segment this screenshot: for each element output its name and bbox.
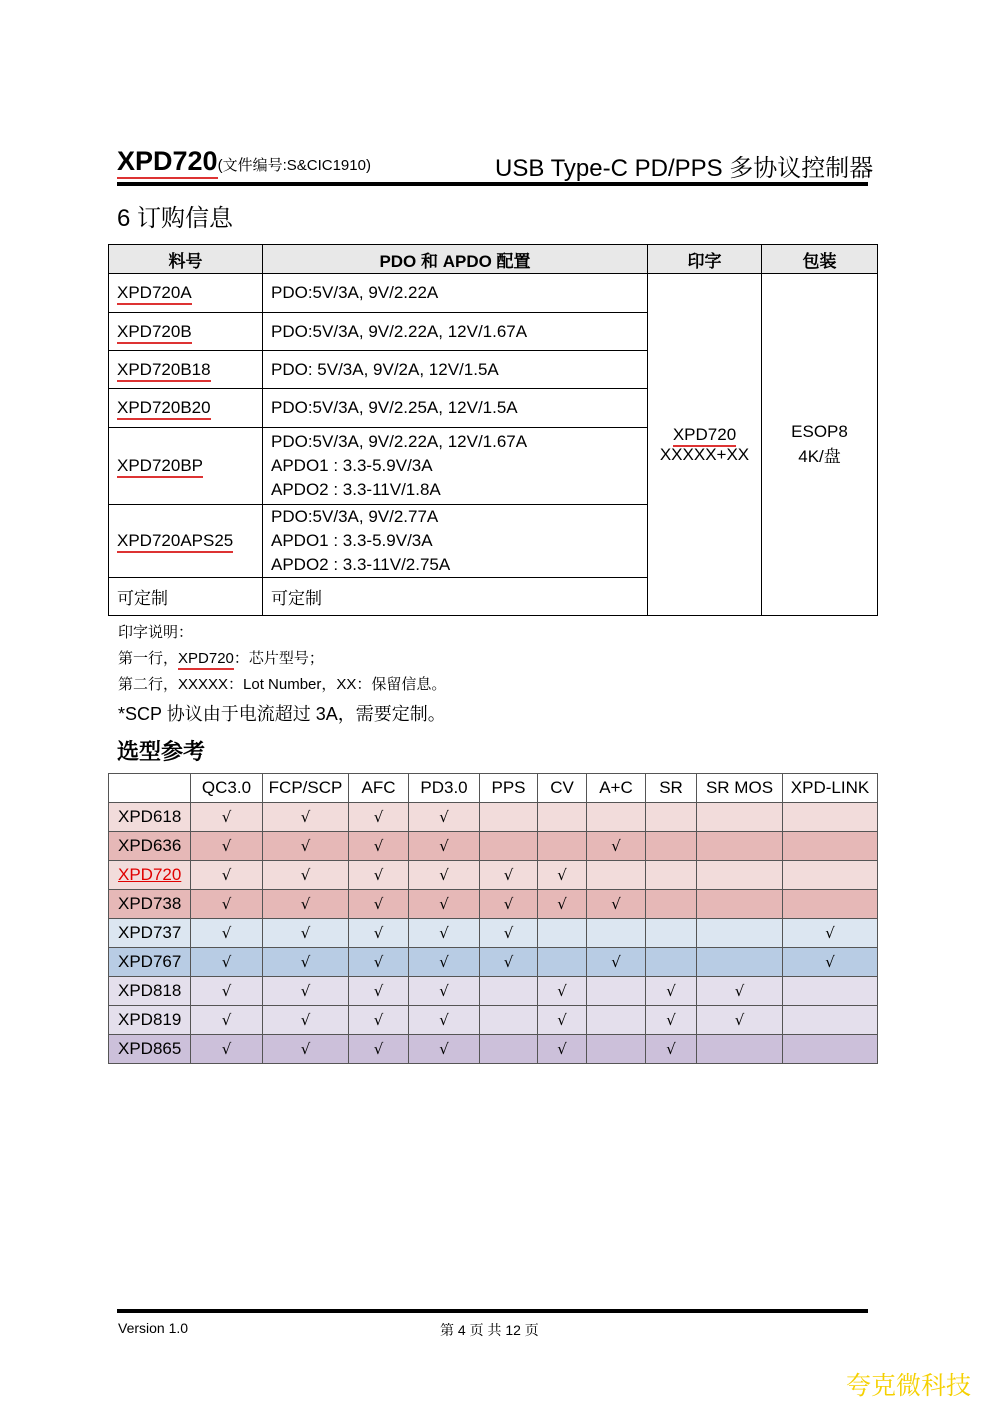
check-mark-icon: √ [734,982,745,1000]
check-mark-icon: √ [825,953,835,971]
feature-cell [409,977,480,1006]
section-title-ordering: 6 订购信息 [117,205,234,232]
col-header-pdo: PDO 和 APDO 配置 [263,245,648,274]
feature-cell [349,832,409,861]
table-row [109,1035,878,1064]
watermark: 夸克微科技 [846,1372,972,1400]
check-mark-icon: √ [300,837,311,855]
table-row [109,977,878,1006]
header-rule [117,182,868,186]
feature-header: PD3.0 [409,774,480,803]
check-mark-icon: √ [439,866,449,884]
feature-cell [349,1006,409,1035]
feature-cell [697,1035,783,1064]
part-number: XPD720B18 [117,360,211,382]
feature-header: SR MOS [697,774,783,803]
check-mark-icon: √ [221,866,232,884]
feature-cell [587,919,646,948]
feature-cell [191,832,263,861]
package-cell [762,274,878,616]
feature-cell [409,803,480,832]
feature-cell [263,977,349,1006]
feature-cell [697,861,783,890]
check-mark-icon: √ [300,895,311,913]
feature-cell [587,890,646,919]
feature-cell [191,977,263,1006]
feature-cell [263,832,349,861]
check-mark-icon: √ [557,1040,567,1058]
check-mark-icon: √ [221,953,232,971]
feature-header: A+C [587,774,646,803]
table-row [109,1006,878,1035]
feature-cell [349,861,409,890]
check-mark-icon: √ [734,1011,745,1029]
pdo-config [263,428,648,505]
check-mark-icon: √ [439,953,449,971]
check-mark-icon: √ [300,808,311,826]
feature-cell [409,948,480,977]
ordering-table [108,244,878,616]
feature-cell [263,803,349,832]
check-mark-icon: √ [221,1040,232,1058]
check-mark-icon: √ [221,895,232,913]
check-mark-icon: √ [221,982,232,1000]
check-mark-icon: √ [373,924,384,942]
marking-line-2: XXXXX+XX [659,444,750,464]
check-mark-icon: √ [439,808,449,826]
part-number: 可定制 [109,578,263,616]
col-header-marking: 印字 [648,245,762,274]
pdo-config: 可定制 [263,578,648,616]
feature-header: SR [646,774,697,803]
check-mark-icon: √ [666,982,676,1000]
apdo1-line: APDO1 : 3.3-5.9V/3A [271,531,433,550]
product-name: USB Type-C PD/PPS 多协议控制器 [495,155,874,182]
check-mark-icon: √ [300,924,311,942]
feature-cell [587,1006,646,1035]
check-mark-icon: √ [373,866,384,884]
model-name: XPD636 [109,832,191,861]
feature-cell [697,977,783,1006]
feature-cell [480,948,538,977]
feature-cell [263,890,349,919]
check-mark-icon: √ [439,924,449,942]
feature-cell [783,861,878,890]
part-number: XPD720APS25 [117,531,233,553]
apdo1-line: APDO1 : 3.3-5.9V/3A [271,456,433,475]
check-mark-icon: √ [503,866,514,884]
feature-cell [783,1035,878,1064]
feature-cell [646,861,697,890]
check-mark-icon: √ [557,866,567,884]
feature-header: QC3.0 [191,774,263,803]
note-code: XPD720 [178,650,234,670]
footer-page-number: 第 4 页 共 12 页 [440,1322,539,1338]
feature-cell [349,977,409,1006]
feature-cell [697,803,783,832]
part-number: XPD720B20 [117,398,211,420]
model-name: XPD738 [109,890,191,919]
check-mark-icon: √ [439,1011,449,1029]
check-mark-icon: √ [373,808,384,826]
feature-cell [783,919,878,948]
feature-header: XPD-LINK [783,774,878,803]
col-header-package: 包装 [762,245,878,274]
feature-cell [480,861,538,890]
doc-number: (文件编号:S&CIC1910) [217,157,371,174]
feature-cell [587,948,646,977]
check-mark-icon: √ [439,895,449,913]
model-name: XPD618 [109,803,191,832]
check-mark-icon: √ [666,1040,676,1058]
pdo-config [263,505,648,578]
ordering-header-row [109,245,878,274]
pdo-line: PDO:5V/3A, 9V/2.77A [271,507,439,526]
check-mark-icon: √ [666,1011,676,1029]
scp-note: *SCP 协议由于电流超过 3A，需要定制。 [118,704,446,724]
note-text: ：芯片型号； [233,650,324,667]
feature-cell [646,1006,697,1035]
doc-title: XPD720 [117,146,218,179]
feature-cell [538,803,587,832]
feature-cell [646,832,697,861]
feature-cell [263,1035,349,1064]
feature-cell [349,919,409,948]
corner-header [109,774,191,803]
note-text: 第一行， [118,650,179,667]
apdo2-line: APDO2 : 3.3-11V/2.75A [271,555,451,574]
feature-cell [587,803,646,832]
check-mark-icon: √ [503,953,514,971]
check-mark-icon: √ [611,837,621,855]
check-mark-icon: √ [300,866,311,884]
feature-cell [646,1035,697,1064]
check-mark-icon: √ [300,982,311,1000]
check-mark-icon: √ [300,953,311,971]
feature-cell [349,890,409,919]
table-row [109,274,878,313]
check-mark-icon: √ [221,837,232,855]
feature-cell [409,832,480,861]
marking-cell [648,274,762,616]
check-mark-icon: √ [221,808,232,826]
feature-cell [697,1006,783,1035]
apdo2-line: APDO2 : 3.3-11V/1.8A [271,480,441,499]
marking-notes-title: 印字说明： [118,624,194,641]
check-mark-icon: √ [221,1011,232,1029]
table-row [109,890,878,919]
check-mark-icon: √ [611,895,621,913]
check-mark-icon: √ [503,924,514,942]
feature-cell [538,861,587,890]
model-name: XPD720 [109,861,191,890]
feature-cell [409,861,480,890]
feature-cell [263,861,349,890]
feature-cell [697,948,783,977]
feature-cell [191,1035,263,1064]
check-mark-icon: √ [373,953,384,971]
feature-cell [646,890,697,919]
model-name: XPD818 [109,977,191,1006]
check-mark-icon: √ [300,1011,311,1029]
check-mark-icon: √ [557,895,567,913]
feature-cell [480,890,538,919]
feature-cell [191,803,263,832]
feature-cell [538,1006,587,1035]
feature-cell [646,919,697,948]
marking-line-1: XPD720 [673,425,736,447]
check-mark-icon: √ [611,953,621,971]
feature-cell [697,919,783,948]
feature-cell [697,890,783,919]
feature-cell [538,919,587,948]
section-title-selection: 选型参考 [117,739,206,764]
selection-body [109,803,878,1064]
header-left [117,146,371,177]
package-line-1: ESOP8 [791,422,848,441]
model-name: XPD737 [109,919,191,948]
footer-version: Version 1.0 [118,1320,189,1336]
feature-cell [783,890,878,919]
feature-cell [587,1035,646,1064]
pdo-config: PDO: 5V/3A, 9V/2A, 12V/1.5A [263,351,648,389]
feature-header: FCP/SCP [263,774,349,803]
check-mark-icon: √ [221,924,232,942]
table-row [109,919,878,948]
table-row [109,832,878,861]
feature-cell [409,1035,480,1064]
feature-cell [783,803,878,832]
feature-cell [646,948,697,977]
feature-cell [697,832,783,861]
feature-cell [409,890,480,919]
feature-cell [480,919,538,948]
model-name: XPD767 [109,948,191,977]
part-number: XPD720BP [117,456,203,478]
selection-header-row [109,774,878,803]
feature-cell [646,977,697,1006]
check-mark-icon: √ [503,895,514,913]
check-mark-icon: √ [373,1011,384,1029]
feature-cell [191,890,263,919]
feature-header: CV [538,774,587,803]
feature-cell [538,948,587,977]
check-mark-icon: √ [557,1011,567,1029]
selection-table [108,773,878,1064]
feature-cell [191,861,263,890]
pdo-config: PDO:5V/3A, 9V/2.25A, 12V/1.5A [263,389,648,428]
feature-cell [409,1006,480,1035]
feature-header: PPS [480,774,538,803]
model-name: XPD819 [109,1006,191,1035]
feature-cell [587,832,646,861]
feature-cell [263,1006,349,1035]
check-mark-icon: √ [373,895,384,913]
feature-cell [349,1035,409,1064]
footer-rule [117,1309,868,1313]
feature-cell [349,948,409,977]
feature-cell [783,948,878,977]
feature-header: AFC [349,774,409,803]
part-number: XPD720A [117,283,192,305]
pdo-line: PDO:5V/3A, 9V/2.22A, 12V/1.67A [271,432,528,451]
feature-cell [783,1006,878,1035]
part-number: XPD720B [117,322,192,344]
model-name: XPD865 [109,1035,191,1064]
feature-cell [587,977,646,1006]
pdo-config: PDO:5V/3A, 9V/2.22A [263,274,648,313]
check-mark-icon: √ [557,982,567,1000]
feature-cell [538,832,587,861]
feature-cell [409,919,480,948]
feature-cell [480,803,538,832]
check-mark-icon: √ [373,1040,384,1058]
feature-cell [646,803,697,832]
feature-cell [538,890,587,919]
check-mark-icon: √ [373,982,384,1000]
feature-cell [587,861,646,890]
feature-cell [480,977,538,1006]
feature-cell [538,1035,587,1064]
feature-cell [783,977,878,1006]
check-mark-icon: √ [439,837,449,855]
pdo-config: PDO:5V/3A, 9V/2.22A, 12V/1.67A [263,313,648,351]
check-mark-icon: √ [439,1040,449,1058]
feature-cell [263,948,349,977]
feature-cell [538,977,587,1006]
table-row [109,948,878,977]
package-line-2: 4K/盘 [798,447,841,466]
feature-cell [480,1035,538,1064]
col-header-part: 料号 [109,245,263,274]
feature-cell [191,919,263,948]
feature-cell [263,919,349,948]
feature-cell [191,1006,263,1035]
feature-cell [480,832,538,861]
table-row [109,803,878,832]
marking-note-line1 [118,647,324,668]
marking-note-line2: 第二行，XXXXX：Lot Number，XX：保留信息。 [118,676,447,693]
table-row [109,861,878,890]
check-mark-icon: √ [439,982,449,1000]
check-mark-icon: √ [825,924,835,942]
feature-cell [783,832,878,861]
feature-cell [480,1006,538,1035]
feature-cell [191,948,263,977]
check-mark-icon: √ [300,1040,311,1058]
feature-cell [349,803,409,832]
check-mark-icon: √ [373,837,384,855]
